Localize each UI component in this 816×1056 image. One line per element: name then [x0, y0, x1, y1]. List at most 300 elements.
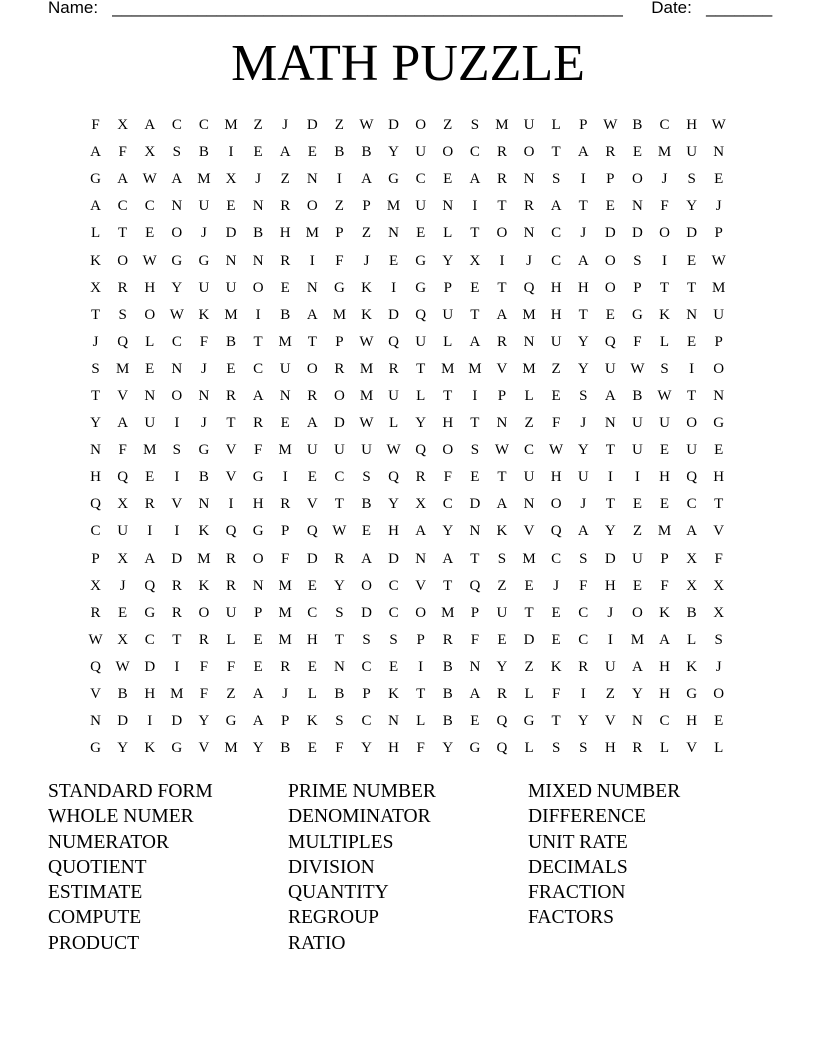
grid-letter[interactable]: D [523, 631, 535, 648]
grid-letter[interactable]: J [607, 604, 614, 621]
grid-letter[interactable]: Y [117, 740, 129, 757]
grid-letter[interactable]: S [470, 117, 480, 134]
grid-letter[interactable]: N [333, 658, 345, 675]
grid-letter[interactable]: E [714, 713, 724, 730]
grid-letter[interactable]: D [604, 225, 616, 242]
grid-letter[interactable]: F [91, 117, 100, 134]
grid-letter[interactable]: M [522, 306, 536, 323]
grid-letter[interactable]: S [118, 306, 127, 323]
grid-letter[interactable]: F [416, 740, 425, 757]
grid-letter[interactable]: V [713, 523, 725, 540]
grid-letter[interactable]: K [550, 658, 562, 675]
grid-letter[interactable]: R [334, 550, 345, 567]
grid-letter[interactable]: C [117, 198, 128, 215]
grid-letter[interactable]: X [117, 117, 129, 134]
grid-letter[interactable]: R [415, 469, 426, 486]
grid-letter[interactable]: K [686, 658, 698, 675]
grid-letter[interactable]: A [117, 415, 129, 432]
grid-letter[interactable]: T [118, 225, 128, 242]
grid-letter[interactable]: U [523, 469, 535, 486]
grid-letter[interactable]: B [442, 713, 453, 730]
grid-letter[interactable]: W [386, 442, 401, 459]
grid-letter[interactable]: A [686, 523, 698, 540]
grid-letter[interactable]: W [657, 387, 672, 404]
grid-letter[interactable]: T [605, 442, 615, 459]
grid-letter[interactable]: Y [577, 333, 589, 350]
grid-letter[interactable]: A [171, 171, 183, 188]
grid-letter[interactable]: F [335, 252, 344, 269]
grid-letter[interactable]: S [362, 469, 371, 486]
grid-letter[interactable]: L [307, 686, 317, 703]
grid-letter[interactable]: X [90, 279, 101, 296]
grid-letter[interactable]: O [306, 198, 318, 215]
grid-letter[interactable]: N [388, 713, 399, 730]
grid-letter[interactable]: O [252, 550, 264, 567]
grid-letter[interactable]: F [660, 577, 669, 594]
grid-letter[interactable]: Q [388, 333, 399, 350]
grid-letter[interactable]: M [170, 686, 184, 703]
grid-letter[interactable]: L [551, 117, 561, 134]
grid-letter[interactable]: O [252, 279, 264, 296]
grid-letter[interactable]: L [226, 631, 236, 648]
grid-letter[interactable]: W [549, 442, 564, 459]
grid-letter[interactable]: A [577, 144, 589, 161]
grid-letter[interactable]: X [144, 144, 156, 161]
grid-letter[interactable]: E [551, 387, 561, 404]
grid-letter[interactable]: N [632, 198, 643, 215]
grid-letter[interactable]: M [197, 550, 211, 567]
grid-letter[interactable]: Z [253, 117, 263, 134]
grid-letter[interactable]: P [335, 333, 344, 350]
grid-letter[interactable]: Y [361, 740, 372, 757]
grid-letter[interactable]: E [687, 252, 697, 269]
grid-letter[interactable]: T [714, 496, 724, 513]
grid-letter[interactable]: I [174, 469, 180, 486]
grid-letter[interactable]: Y [90, 415, 101, 432]
grid-letter[interactable]: R [307, 387, 318, 404]
grid-letter[interactable]: M [386, 198, 401, 215]
grid-letter[interactable]: B [198, 144, 209, 161]
grid-letter[interactable]: H [388, 523, 399, 540]
grid-letter[interactable]: S [687, 171, 696, 188]
grid-letter[interactable]: X [686, 577, 698, 594]
grid-letter[interactable]: E [470, 469, 480, 486]
grid-letter[interactable]: T [90, 306, 101, 323]
grid-letter[interactable]: E [551, 604, 561, 621]
grid-letter[interactable]: A [442, 550, 454, 567]
grid-letter[interactable]: C [198, 117, 209, 134]
grid-letter[interactable]: T [605, 496, 615, 513]
grid-letter[interactable]: I [228, 496, 234, 513]
grid-letter[interactable]: O [632, 604, 643, 621]
grid-letter[interactable]: Q [523, 279, 535, 296]
grid-letter[interactable]: W [332, 523, 347, 540]
grid-letter[interactable]: T [497, 198, 507, 215]
grid-letter[interactable]: O [442, 442, 454, 459]
grid-letter[interactable]: X [469, 252, 481, 269]
grid-letter[interactable]: U [198, 198, 210, 215]
grid-letter[interactable]: L [524, 740, 534, 757]
grid-letter[interactable]: D [225, 225, 237, 242]
grid-letter[interactable]: Y [388, 144, 399, 161]
grid-letter[interactable]: Z [226, 686, 236, 703]
grid-letter[interactable]: S [660, 360, 669, 377]
grid-letter[interactable]: G [198, 252, 210, 269]
grid-letter[interactable]: E [605, 198, 615, 215]
grid-letter[interactable]: A [306, 415, 318, 432]
grid-letter[interactable]: N [306, 279, 318, 296]
grid-letter[interactable]: A [144, 117, 156, 134]
grid-letter[interactable]: L [388, 415, 399, 432]
grid-letter[interactable]: X [713, 604, 725, 621]
grid-letter[interactable]: H [306, 631, 318, 648]
grid-letter[interactable]: B [361, 496, 372, 513]
grid-letter[interactable]: S [91, 360, 100, 377]
grid-letter[interactable]: S [172, 442, 181, 459]
grid-letter[interactable]: D [361, 604, 372, 621]
grid-letter[interactable]: R [632, 740, 643, 757]
grid-letter[interactable]: A [632, 658, 643, 675]
grid-letter[interactable]: E [307, 144, 317, 161]
grid-letter[interactable]: O [144, 306, 156, 323]
grid-letter[interactable]: I [472, 387, 478, 404]
grid-letter[interactable]: P [633, 279, 642, 296]
grid-letter[interactable]: T [470, 306, 480, 323]
grid-letter[interactable]: N [523, 333, 535, 350]
grid-letter[interactable]: U [496, 604, 508, 621]
grid-letter[interactable]: M [441, 604, 455, 621]
grid-letter[interactable]: H [442, 415, 454, 432]
grid-letter[interactable]: A [469, 333, 481, 350]
grid-letter[interactable]: Y [252, 740, 264, 757]
grid-letter[interactable]: I [309, 252, 315, 269]
grid-letter[interactable]: F [714, 550, 723, 567]
grid-letter[interactable]: S [335, 604, 344, 621]
grid-letter[interactable]: P [660, 550, 669, 567]
grid-letter[interactable]: Q [225, 523, 237, 540]
grid-letter[interactable]: E [307, 740, 317, 757]
grid-letter[interactable]: N [523, 225, 535, 242]
grid-letter[interactable]: X [713, 577, 725, 594]
grid-letter[interactable]: V [496, 360, 508, 377]
grid-letter[interactable]: P [714, 225, 723, 242]
grid-letter[interactable]: V [306, 496, 318, 513]
grid-letter[interactable]: M [712, 279, 726, 296]
grid-letter[interactable]: Q [90, 496, 101, 513]
grid-letter[interactable]: S [714, 631, 723, 648]
grid-letter[interactable]: O [686, 415, 698, 432]
grid-letter[interactable]: N [442, 198, 454, 215]
grid-letter[interactable]: J [553, 577, 560, 594]
grid-letter[interactable]: U [632, 415, 643, 432]
grid-letter[interactable]: R [524, 198, 535, 215]
grid-letter[interactable]: N [604, 415, 616, 432]
grid-letter[interactable]: D [388, 550, 399, 567]
grid-letter[interactable]: M [278, 604, 292, 621]
grid-letter[interactable]: W [142, 171, 157, 188]
grid-letter[interactable]: U [198, 279, 210, 296]
grid-letter[interactable]: A [469, 171, 481, 188]
grid-letter[interactable]: U [442, 306, 454, 323]
grid-letter[interactable]: K [198, 523, 210, 540]
grid-letter[interactable]: H [577, 279, 589, 296]
grid-letter[interactable]: Z [524, 658, 534, 675]
grid-letter[interactable]: T [90, 387, 101, 404]
grid-letter[interactable]: Q [415, 306, 427, 323]
grid-letter[interactable]: V [171, 496, 183, 513]
grid-letter[interactable]: A [496, 306, 508, 323]
grid-letter[interactable]: E [632, 577, 642, 594]
grid-letter[interactable]: T [334, 631, 344, 648]
grid-letter[interactable]: K [306, 713, 318, 730]
grid-letter[interactable]: Y [496, 658, 508, 675]
grid-letter[interactable]: A [659, 631, 670, 648]
grid-letter[interactable]: W [630, 360, 645, 377]
grid-letter[interactable]: O [361, 577, 372, 594]
grid-letter[interactable]: A [306, 306, 318, 323]
grid-letter[interactable]: T [470, 415, 480, 432]
grid-letter[interactable]: H [659, 686, 670, 703]
grid-letter[interactable]: U [225, 279, 237, 296]
grid-letter[interactable]: K [659, 604, 670, 621]
grid-letter[interactable]: N [252, 198, 264, 215]
grid-letter[interactable]: V [90, 686, 101, 703]
grid-letter[interactable]: A [279, 144, 291, 161]
grid-letter[interactable]: I [662, 252, 668, 269]
grid-letter[interactable]: E [497, 631, 507, 648]
grid-letter[interactable]: O [632, 171, 643, 188]
grid-letter[interactable]: P [497, 387, 507, 404]
grid-letter[interactable]: C [551, 225, 562, 242]
grid-letter[interactable]: R [605, 144, 616, 161]
grid-letter[interactable]: E [470, 279, 480, 296]
grid-letter[interactable]: X [686, 550, 698, 567]
grid-letter[interactable]: O [713, 686, 725, 703]
grid-letter[interactable]: D [604, 550, 616, 567]
grid-letter[interactable]: E [714, 442, 724, 459]
grid-letter[interactable]: N [469, 523, 481, 540]
grid-letter[interactable]: V [686, 740, 698, 757]
grid-letter[interactable]: D [117, 713, 129, 730]
grid-letter[interactable]: C [90, 523, 101, 540]
grid-letter[interactable]: Z [605, 686, 615, 703]
grid-letter[interactable]: R [496, 171, 507, 188]
grid-letter[interactable]: J [580, 496, 587, 513]
grid-letter[interactable]: I [634, 469, 640, 486]
grid-letter[interactable]: N [171, 198, 183, 215]
grid-letter[interactable]: T [172, 631, 182, 648]
grid-letter[interactable]: E [632, 496, 642, 513]
grid-letter[interactable]: Q [306, 523, 318, 540]
grid-letter[interactable]: I [147, 523, 153, 540]
grid-letter[interactable]: Y [686, 198, 698, 215]
grid-letter[interactable]: R [90, 604, 101, 621]
grid-letter[interactable]: C [578, 604, 589, 621]
grid-letter[interactable]: L [443, 225, 453, 242]
grid-letter[interactable]: E [118, 604, 128, 621]
grid-letter[interactable]: C [388, 604, 399, 621]
grid-letter[interactable]: G [90, 740, 101, 757]
grid-letter[interactable]: T [578, 306, 588, 323]
grid-letter[interactable]: D [686, 225, 698, 242]
grid-letter[interactable]: E [226, 198, 236, 215]
grid-letter[interactable]: R [496, 333, 507, 350]
grid-letter[interactable]: C [361, 658, 372, 675]
grid-letter[interactable]: H [659, 469, 670, 486]
grid-letter[interactable]: J [282, 686, 289, 703]
grid-letter[interactable]: C [578, 631, 589, 648]
grid-letter[interactable]: T [551, 713, 561, 730]
grid-letter[interactable]: M [332, 306, 347, 323]
grid-letter[interactable]: M [278, 577, 292, 594]
grid-letter[interactable]: U [279, 360, 291, 377]
grid-letter[interactable]: Q [550, 523, 562, 540]
grid-letter[interactable]: E [361, 523, 372, 540]
grid-letter[interactable]: F [579, 577, 588, 594]
grid-letter[interactable]: C [659, 713, 670, 730]
grid-letter[interactable]: S [362, 631, 371, 648]
grid-letter[interactable]: S [497, 550, 507, 567]
grid-letter[interactable]: Z [280, 171, 290, 188]
grid-letter[interactable]: O [306, 360, 318, 377]
grid-letter[interactable]: C [442, 496, 453, 513]
grid-letter[interactable]: P [443, 279, 452, 296]
grid-letter[interactable]: Q [604, 333, 616, 350]
grid-letter[interactable]: W [115, 658, 130, 675]
grid-letter[interactable]: A [252, 713, 264, 730]
grid-letter[interactable]: M [143, 442, 157, 459]
grid-letter[interactable]: W [169, 306, 184, 323]
grid-letter[interactable]: U [659, 415, 670, 432]
grid-letter[interactable]: I [607, 469, 613, 486]
grid-letter[interactable]: N [252, 252, 264, 269]
grid-letter[interactable]: P [714, 333, 723, 350]
grid-letter[interactable]: H [550, 306, 562, 323]
grid-letter[interactable]: O [117, 252, 129, 269]
grid-letter[interactable]: C [551, 252, 562, 269]
grid-letter[interactable]: W [359, 415, 374, 432]
grid-letter[interactable]: F [281, 550, 290, 567]
grid-letter[interactable]: U [333, 442, 345, 459]
grid-letter[interactable]: U [225, 604, 237, 621]
grid-letter[interactable]: Y [333, 577, 345, 594]
grid-letter[interactable]: C [686, 496, 697, 513]
grid-letter[interactable]: R [280, 252, 291, 269]
grid-letter[interactable]: K [361, 306, 372, 323]
grid-letter[interactable]: D [632, 225, 643, 242]
grid-letter[interactable]: A [469, 686, 481, 703]
grid-letter[interactable]: G [198, 442, 210, 459]
grid-letter[interactable]: J [282, 117, 289, 134]
grid-letter[interactable]: T [334, 496, 344, 513]
grid-letter[interactable]: B [686, 604, 697, 621]
grid-letter[interactable]: G [713, 415, 725, 432]
grid-letter[interactable]: N [306, 171, 318, 188]
grid-letter[interactable]: K [388, 686, 399, 703]
grid-letter[interactable]: N [523, 496, 535, 513]
grid-letter[interactable]: J [201, 415, 207, 432]
grid-letter[interactable]: E [524, 577, 534, 594]
grid-letter[interactable]: U [550, 333, 562, 350]
grid-letter[interactable]: I [418, 658, 424, 675]
grid-letter[interactable]: E [226, 360, 236, 377]
grid-letter[interactable]: E [280, 415, 290, 432]
grid-letter[interactable]: B [334, 686, 345, 703]
grid-letter[interactable]: E [416, 225, 426, 242]
grid-letter[interactable]: M [224, 306, 238, 323]
grid-letter[interactable]: E [145, 360, 155, 377]
grid-letter[interactable]: D [469, 496, 481, 513]
grid-letter[interactable]: T [470, 225, 480, 242]
grid-letter[interactable]: F [335, 740, 344, 757]
grid-letter[interactable]: U [415, 333, 427, 350]
grid-letter[interactable]: V [225, 442, 237, 459]
grid-letter[interactable]: N [225, 252, 237, 269]
grid-letter[interactable]: K [198, 577, 210, 594]
grid-letter[interactable]: C [469, 144, 480, 161]
grid-letter[interactable]: U [604, 658, 616, 675]
grid-letter[interactable]: C [551, 550, 562, 567]
grid-letter[interactable]: C [171, 117, 182, 134]
grid-letter[interactable]: U [577, 469, 589, 486]
grid-letter[interactable]: Z [632, 523, 642, 540]
grid-letter[interactable]: T [253, 333, 263, 350]
grid-letter[interactable]: B [198, 469, 209, 486]
grid-letter[interactable]: H [279, 225, 291, 242]
grid-letter[interactable]: M [359, 360, 374, 377]
grid-letter[interactable]: E [388, 658, 399, 675]
grid-letter[interactable]: N [171, 360, 183, 377]
grid-letter[interactable]: R [496, 144, 507, 161]
grid-letter[interactable]: A [577, 523, 589, 540]
grid-letter[interactable]: L [659, 740, 670, 757]
grid-letter[interactable]: M [115, 360, 130, 377]
grid-letter[interactable]: M [657, 144, 672, 161]
grid-letter[interactable]: M [657, 523, 672, 540]
grid-letter[interactable]: I [607, 631, 613, 648]
grid-letter[interactable]: D [144, 658, 156, 675]
grid-letter[interactable]: S [579, 740, 588, 757]
grid-letter[interactable]: Z [551, 360, 561, 377]
grid-letter[interactable]: N [90, 713, 101, 730]
grid-letter[interactable]: J [526, 252, 532, 269]
grid-letter[interactable]: F [633, 333, 642, 350]
grid-letter[interactable]: F [199, 658, 209, 675]
grid-letter[interactable]: W [142, 252, 157, 269]
grid-letter[interactable]: X [90, 577, 101, 594]
grid-letter[interactable]: A [361, 171, 372, 188]
grid-letter[interactable]: I [336, 171, 342, 188]
grid-letter[interactable]: E [253, 144, 263, 161]
grid-letter[interactable]: N [415, 550, 427, 567]
grid-letter[interactable]: O [550, 496, 562, 513]
grid-letter[interactable]: N [252, 577, 264, 594]
grid-letter[interactable]: G [415, 279, 427, 296]
grid-letter[interactable]: S [633, 252, 642, 269]
grid-letter[interactable]: G [252, 469, 264, 486]
grid-letter[interactable]: B [280, 306, 291, 323]
grid-letter[interactable]: B [280, 740, 291, 757]
grid-letter[interactable]: A [496, 496, 508, 513]
grid-letter[interactable]: X [415, 496, 427, 513]
grid-letter[interactable]: R [171, 577, 182, 594]
grid-letter[interactable]: F [199, 686, 209, 703]
grid-letter[interactable]: C [659, 117, 670, 134]
grid-letter[interactable]: W [494, 442, 510, 459]
grid-letter[interactable]: P [362, 198, 371, 215]
grid-letter[interactable]: I [580, 686, 586, 703]
grid-letter[interactable]: G [252, 523, 264, 540]
